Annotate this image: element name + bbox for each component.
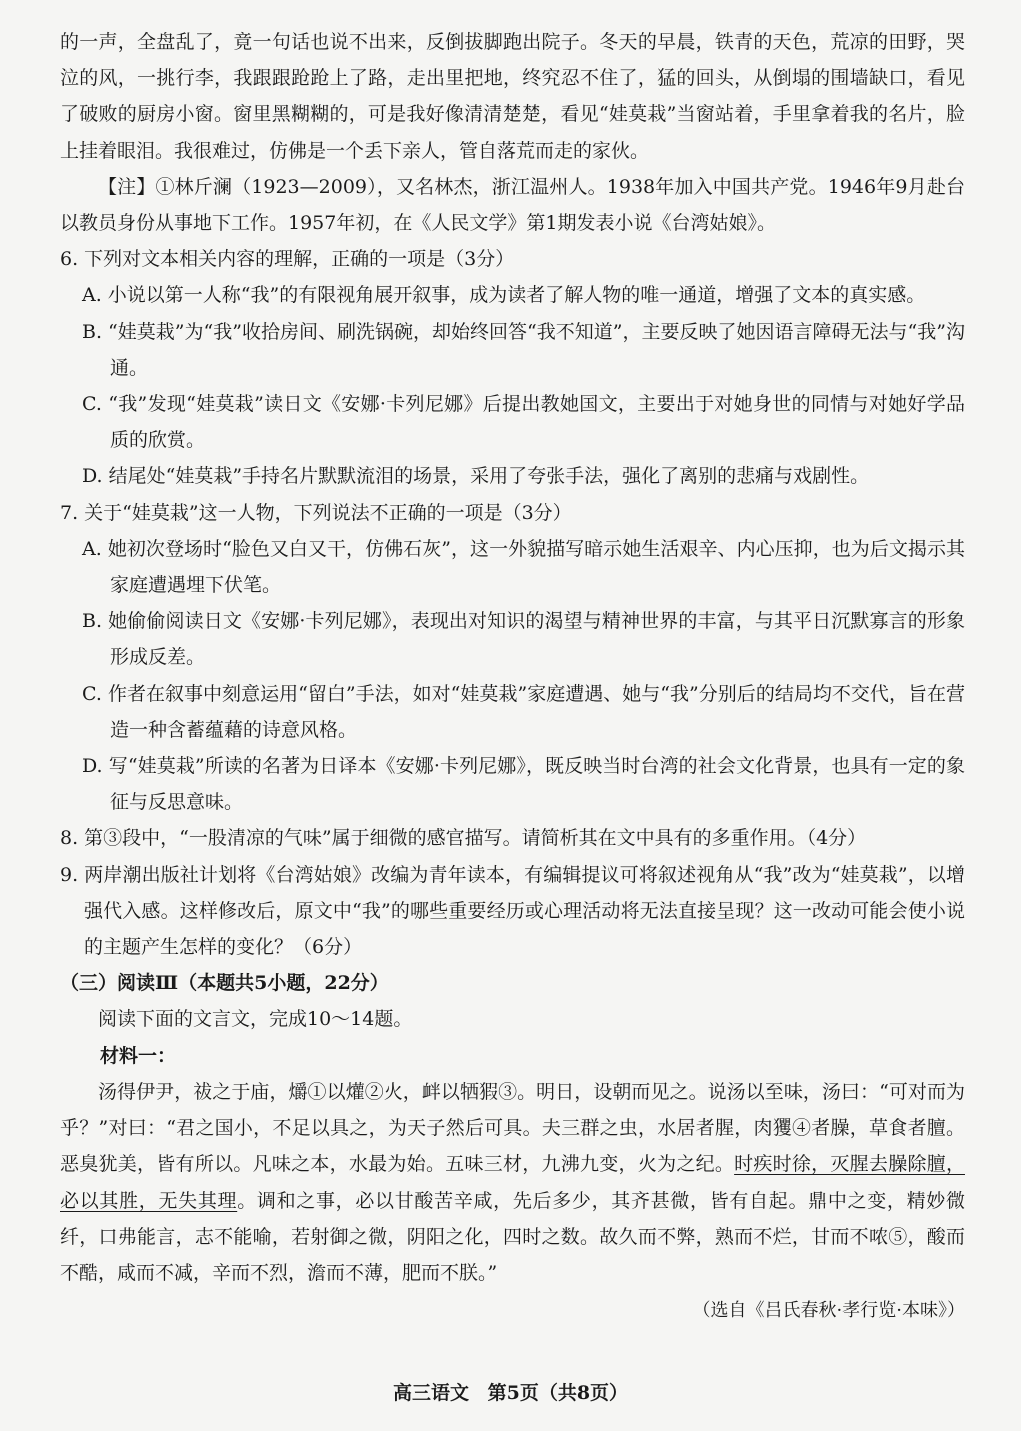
section-3-title: （三）阅读Ⅲ（本题共5小题，22分） (60, 972, 389, 995)
page-footer (0, 1378, 1021, 1405)
classical-text (60, 1074, 965, 1291)
question-7-option-b: B. 她偷偷阅读日文《安娜·卡列尼娜》，表现出对知识的渴望与精神世界的丰富，与其平日沉默寡言的形象形成反差。 (82, 610, 965, 669)
question-6-option-c: C. “我”发现“娃莫栽”读日文《安娜·卡列尼娜》后提出教她国文，主要出于对她身世的同情与对她好学品质的欣赏。 (82, 393, 965, 452)
classical-text-part-2: 。调和之事，必以甘酸苦辛咸，先后多少，其齐甚微，皆有自起。鼎中之变，精妙微纤，口弗能言，志不能喻，若射御之微，阴阳之化，四时之数。故久而不弊，熟而不烂，甘而不哝⑤，酸而不酷，咸而不减，辛而不烈，澹而不薄，肥而不朕。” (60, 1189, 965, 1284)
question-7-option-a: A. 她初次登场时“脸色又白又干，仿佛石灰”，这一外貌描写暗示她生活艰辛、内心压抑，也为后文揭示其家庭遭遇埋下伏笔。 (82, 537, 965, 597)
page-content (60, 24, 965, 1331)
question-8: 8. 第③段中，“一股清凉的气味”属于细微的感官描写。请简析其在文中具有的多重作用。（4分） (60, 827, 867, 850)
question-7-option-d: D. 写“娃莫栽”所读的名著为日译本《安娜·卡列尼娜》，既反映当时台湾的社会文化背景，也具有一定的象征与反思意味。 (82, 755, 965, 814)
source-citation: （选自《吕氏春秋·孝行览·本味》） (692, 1300, 965, 1322)
question-6-option-b: B. “娃莫栽”为“我”收拾房间、刷洗锅碗，却始终回答“我不知道”，主要反映了她因语言障碍无法与“我”沟通。 (82, 320, 965, 379)
question-6: 6. 下列对文本相关内容的理解，正确的一项是（3分） (60, 248, 515, 271)
question-9: 9. 两岸潮出版社计划将《台湾姑娘》改编为青年读本，有编辑提议可将叙述视角从“我”改为“娃莫栽”，以增强代入感。这样修改后，原文中“我”的哪些重要经历或心理活动将无法直接呈现？这一改动可能会使小说的主题产生怎样的变化？（6分） (60, 863, 965, 959)
classical-text-part-1: 汤得伊尹，祓之于庙，爝①以爟②火，衅以牺猳③。明日，设朝而见之。说汤以至味，汤曰：“可对而为乎？”对曰：“君之国小，不足以具之，为天子然后可具。夫三群之虫，水居者腥，肉玃④者臊，草食者膻。恶臭犹美，皆有所以。凡味之本，水最为始。五味三材，九沸九变，火为之纪。 (60, 1080, 965, 1176)
classical-text-underlined: 时疾时徐，灭腥去臊除膻，必以其胜，无失其理 (60, 1153, 965, 1212)
story-end-paragraph: 的一声，全盘乱了，竟一句话也说不出来，反倒拔脚跑出院子。冬天的早晨，铁青的天色，荒凉的田野，哭泣的风，一挑行李，我跟跟跄跄上了路，走出里把地，终究忍不住了，猛的回头，从倒塌的围墙缺口，看见了破败的厨房小窗。窗里黑糊糊的，可是我好像清清楚楚，看见“娃莫栽”当窗站着，手里拿着我的名片，脸上挂着眼泪。我很难过，仿佛是一个丢下亲人，管自落荒而走的家伙。 (60, 31, 965, 162)
question-6-option-a: A. 小说以第一人称“我”的有限视角展开叙事，成为读者了解人物的唯一通道，增强了文本的真实感。 (82, 284, 926, 307)
footer-page-number: 第5页（共8页） (487, 1382, 629, 1404)
footer-subject: 高三语文 (392, 1382, 469, 1404)
question-7-option-c: C. 作者在叙事中刻意运用“留白”手法，如对“娃莫栽”家庭遭遇、她与“我”分别后的结局均不交代，旨在营造一种含蓄蕴藉的诗意风格。 (82, 682, 965, 741)
material-1-label: 材料一： (100, 1044, 177, 1067)
footnote: 【注】①林斤澜（1923—2009），又名林杰，浙江温州人。1938年加入中国共产党。1946年9月赴台以教员身份从事地下工作。1957年初，在《人民文学》第1期发表小说《台湾姑娘》。 (60, 175, 965, 235)
question-6-option-d: D. 结尾处“娃莫栽”手持名片默默流泪的场景，采用了夸张手法，强化了离别的悲痛与戏剧性。 (82, 465, 870, 488)
section-3-instruction: 阅读下面的文言文，完成10～14题。 (98, 1008, 413, 1031)
question-7: 7. 关于“娃莫栽”这一人物，下列说法不正确的一项是（3分） (60, 501, 572, 524)
